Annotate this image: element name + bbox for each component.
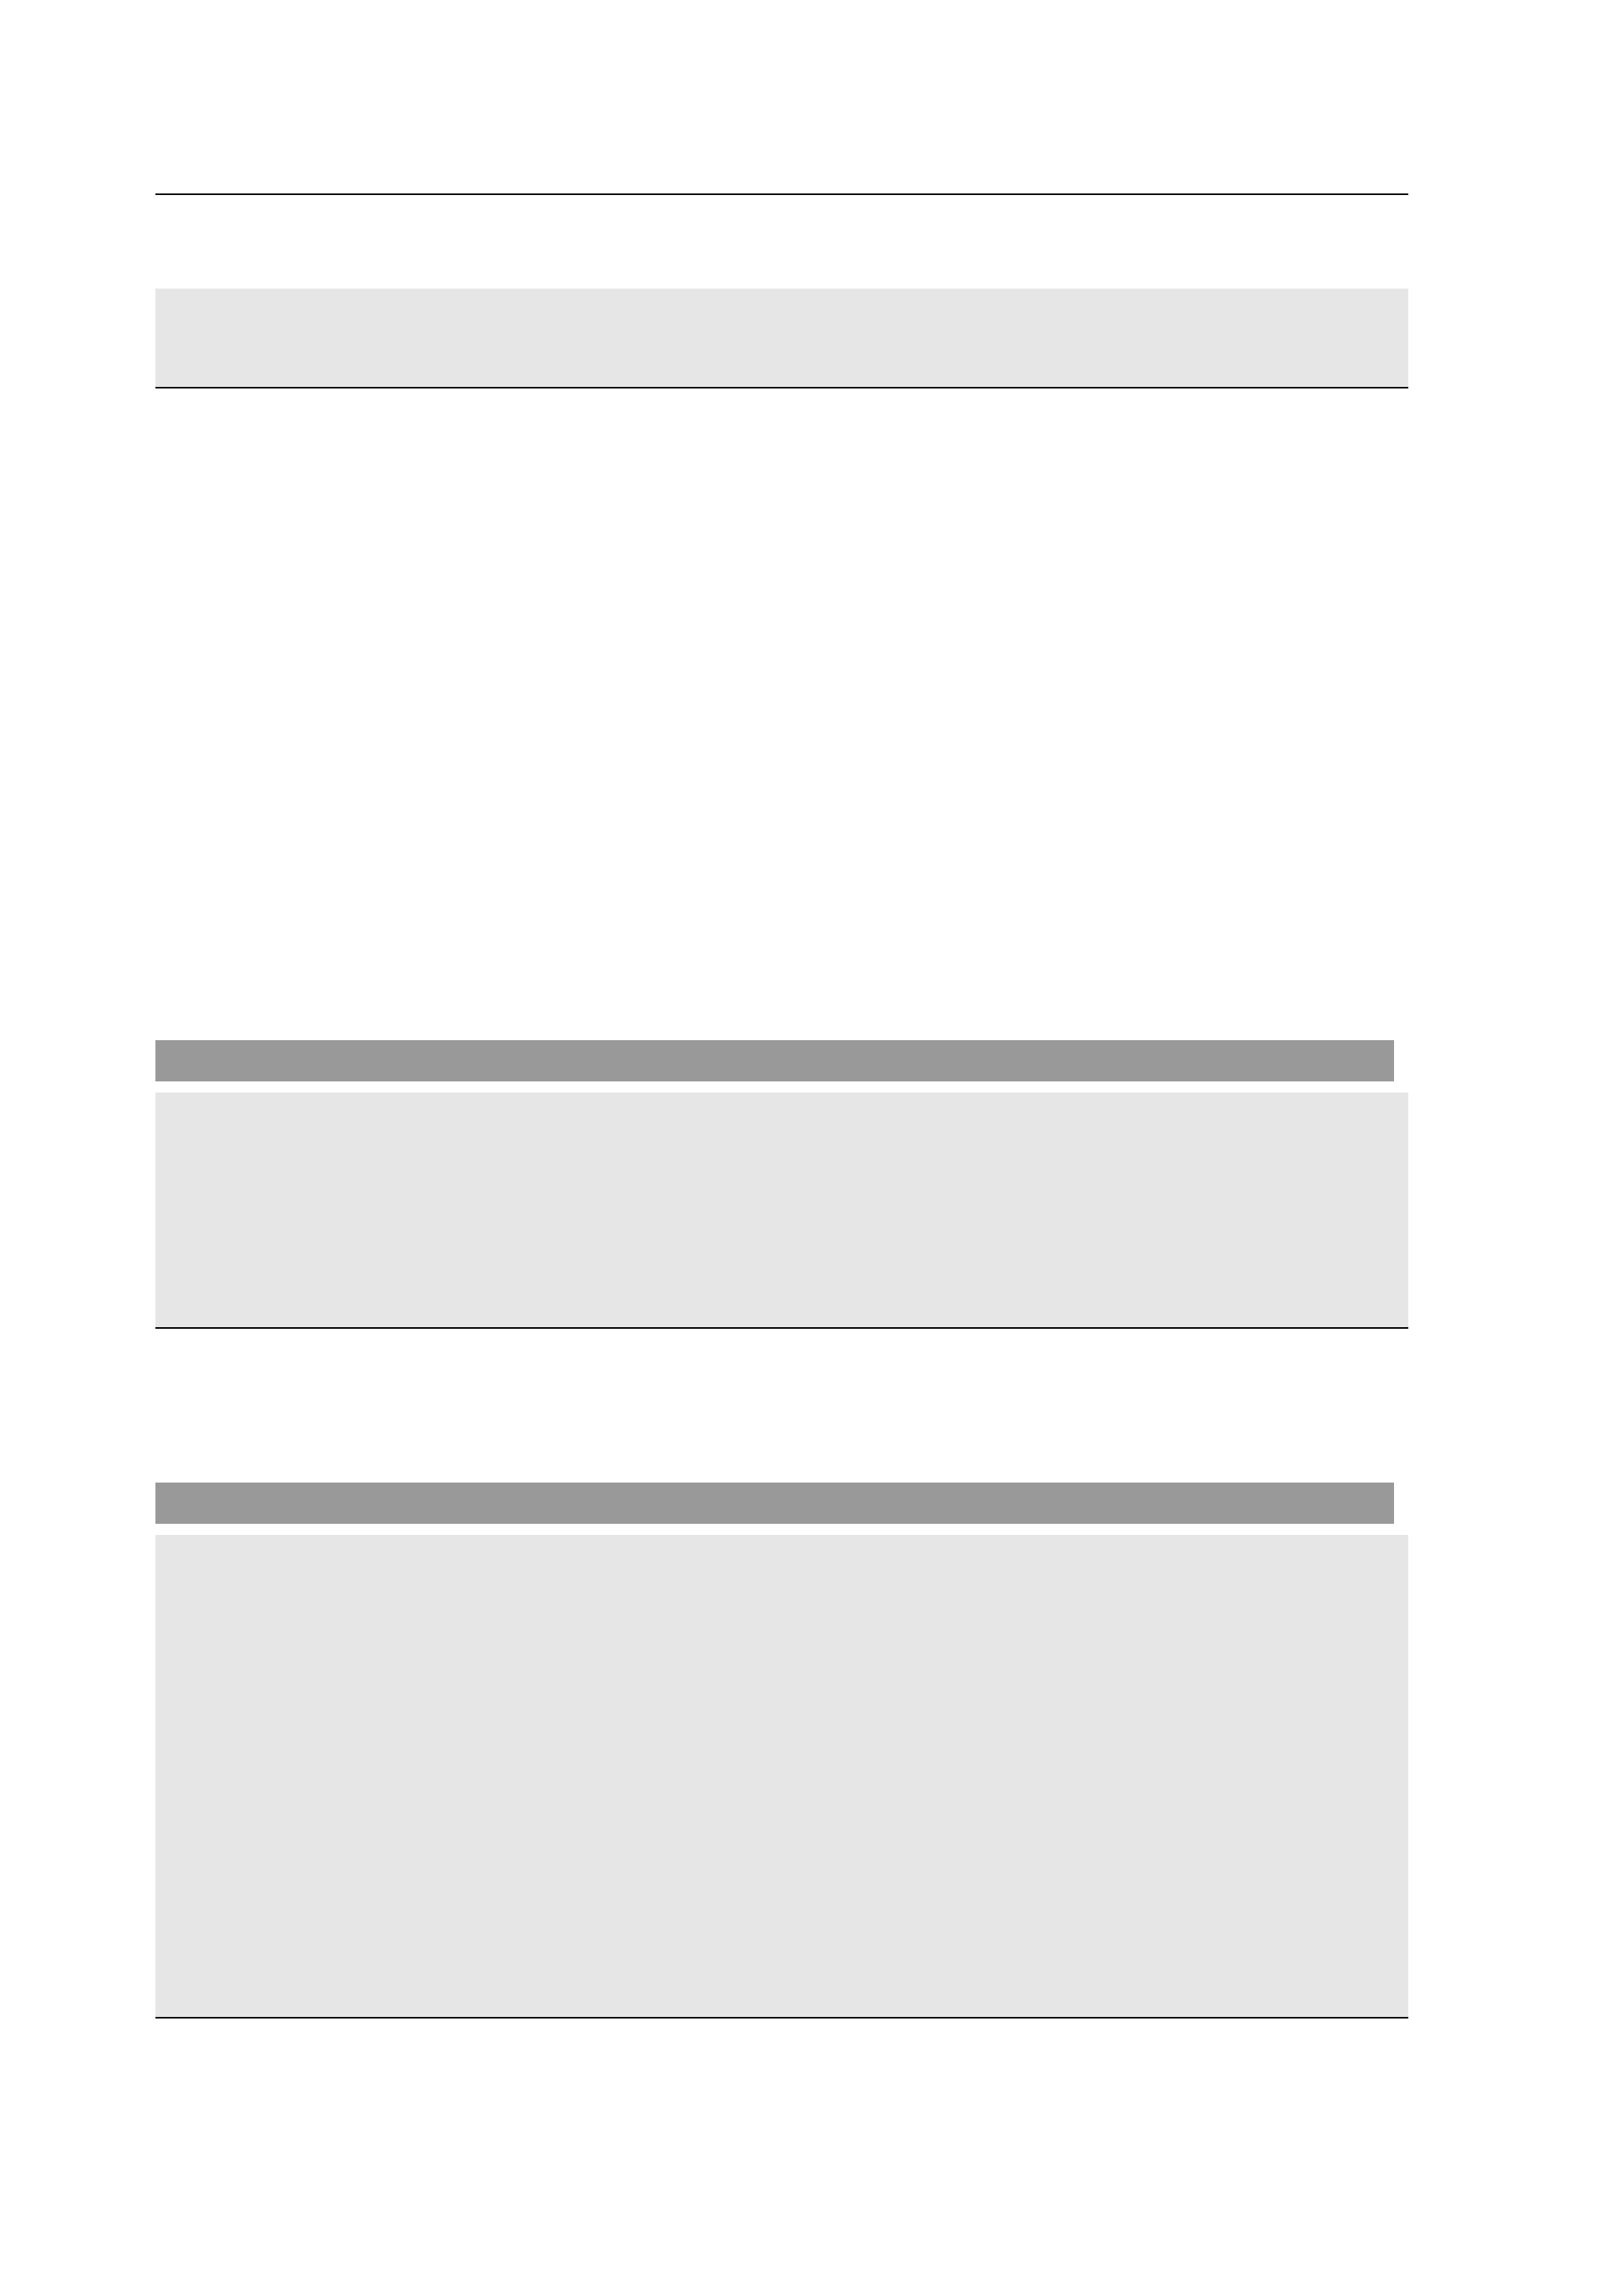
listing-3-3-caption	[155, 1040, 1394, 1081]
paragraph-state-intro	[155, 639, 1394, 690]
section-heading	[155, 561, 290, 604]
listing-3-4-code	[155, 1535, 1408, 2019]
document-page	[155, 143, 1408, 195]
listing-3-3-code	[155, 1093, 1408, 1329]
running-header	[155, 143, 1408, 195]
listing-3-4-caption	[155, 1483, 1394, 1524]
code-listing-continuation	[155, 289, 1408, 388]
